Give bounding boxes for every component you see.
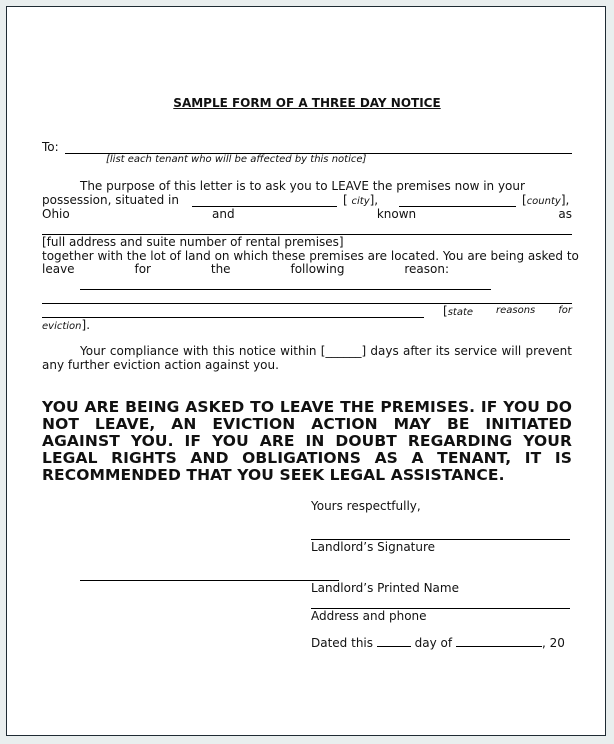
page-title: SAMPLE FORM OF A THREE DAY NOTICE: [173, 96, 441, 110]
compliance-paragraph: Your compliance with this notice within [______] days after its service will prevent any further eviction action against you.: [42, 344, 572, 372]
word-and: and: [211, 207, 235, 221]
day-of-text: day of: [414, 636, 453, 650]
word-following: following: [290, 262, 345, 276]
dated-this-text: Dated this: [311, 636, 374, 650]
to-label: To:: [42, 140, 59, 154]
state-reasons-hint: [state reasons for: [443, 304, 572, 318]
year-prefix: , 20: [541, 636, 565, 650]
printed-name-label: Landlord’s Printed Name: [311, 581, 459, 595]
month-field[interactable]: [456, 646, 542, 647]
warning-paragraph: YOU ARE BEING ASKED TO LEAVE THE PREMISES. IF YOU DO NOT LEAVE, AN EVICTION ACTION MAY BE INITIATED AGAINST YOU. IF YOU ARE IN DOUBT REGARDING YOUR LEGAL RIGHTS AND OBLIGATIONS AS A TENANT, IT IS RECOMMENDED THAT YOU SEEK LEGAL ASSISTANCE.: [42, 398, 572, 484]
word-the: the: [210, 262, 231, 276]
lot-line: together with the lot of land on which these premises are located. You are being asked to: [42, 249, 579, 263]
word-ohio: Ohio: [42, 207, 70, 221]
word-known: known: [376, 207, 417, 221]
reason-line: [42, 262, 449, 276]
reason-field-1[interactable]: [80, 289, 491, 290]
known-as-line: [42, 207, 572, 221]
reason-field-3[interactable]: [42, 317, 424, 318]
day-field[interactable]: [377, 646, 411, 647]
eviction-hint: eviction].: [42, 318, 91, 332]
word-as: as: [558, 207, 572, 221]
notice-page: [6, 6, 606, 736]
purpose-line: The purpose of this letter is to ask you to LEAVE the premises now in your: [80, 179, 525, 193]
address-hint: [full address and suite number of rental premises]: [42, 235, 344, 249]
word-reason: reason:: [404, 262, 449, 276]
word-leave: leave: [42, 262, 75, 276]
closing-text: Yours respectfully,: [311, 499, 421, 513]
address-phone-label: Address and phone: [311, 609, 427, 623]
signature-label: Landlord’s Signature: [311, 540, 436, 554]
word-for: for: [134, 262, 151, 276]
printed-name-line[interactable]: [80, 580, 339, 581]
dated-line: [311, 636, 565, 650]
possession-text: possession, situated in: [42, 193, 179, 207]
city-hint: [ city],: [343, 193, 379, 207]
tenant-hint: [list each tenant who will be affected by this notice]: [106, 154, 367, 165]
county-hint: [county],: [522, 193, 570, 207]
